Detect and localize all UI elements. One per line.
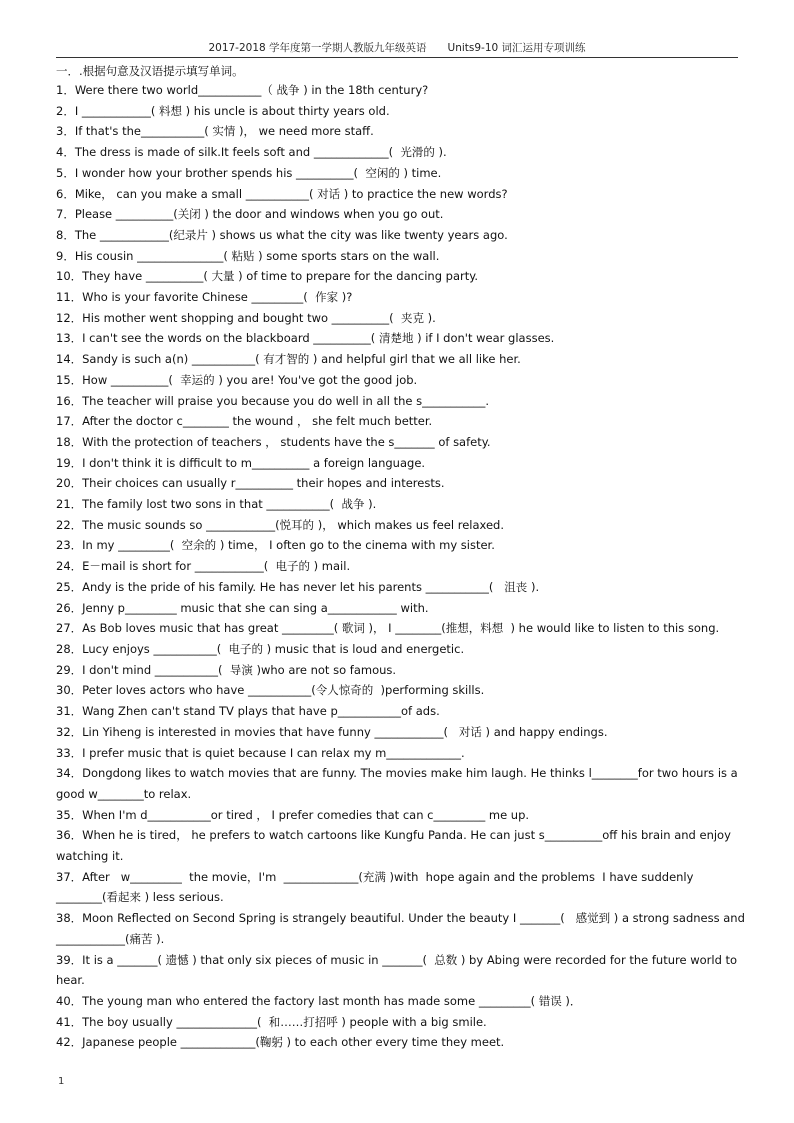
exercise-item: 32．Lin Yiheng is interested in movies that have funny ____________( 对话 ) and happy endings. xyxy=(56,724,608,739)
exercise-item: 25．Andy is the pride of his family. He has never let his parents ___________( 沮丧 ). xyxy=(56,579,540,594)
section-title: 一．.根据句意及汉语提示填写单词。 xyxy=(56,64,244,78)
exercise-item: 28．Lucy enjoys ___________( 电子的 ) music that is loud and energetic. xyxy=(56,641,465,656)
exercise-item: 5．I wonder how your brother spends his __________( 空闲的 ) time. xyxy=(56,165,442,180)
exercise-item: 15．How __________( 幸运的 ) you are! You've got the good job. xyxy=(56,372,418,387)
header-rule xyxy=(56,57,738,58)
page-number: 1 xyxy=(58,1076,65,1087)
exercise-item: 12．His mother went shopping and bought two __________( 夹克 ). xyxy=(56,310,436,325)
exercise-item: 1．Were there two world___________（ 战争 ) in the 18th century? xyxy=(56,83,429,97)
exercise-item: 29．I don't mind ___________( 导演 )who are not so famous. xyxy=(56,662,397,677)
exercise-item: 36．When he is tired， he prefers to watch cartoons like Kungfu Panda. He can just s__________off his brain and enjoy watching it. xyxy=(56,828,735,864)
exercise-item: 35．When I'm d___________or tired ， I prefer comedies that can c_________ me up. xyxy=(56,807,530,822)
exercise-item: 42．Japanese people _____________(鞠躬 ) to each other every time they meet. xyxy=(56,1035,505,1050)
exercise-item: 20．Their choices can usually r__________ their hopes and interests. xyxy=(56,476,445,491)
exercise-item: 16．The teacher will praise you because you do well in all the s___________. xyxy=(56,393,490,408)
exercise-item: 2．I ____________( 料想 ) his uncle is about thirty years old. xyxy=(56,103,390,118)
exercise-list xyxy=(56,80,749,1053)
exercise-item: 21．The family lost two sons in that ___________( 战争 ). xyxy=(56,497,377,512)
exercise-item: 4．The dress is made of silk.It feels soft and _____________( 光滑的 ). xyxy=(56,145,447,160)
exercise-item: 6．Mike， can you make a small ___________( 对话 ) to practice the new words? xyxy=(56,186,508,201)
exercise-item: 3．If that's the___________( 实情 )， we need more staff. xyxy=(56,124,374,139)
exercise-item: 17．After the doctor c________ the wound ， she felt much better. xyxy=(56,414,433,429)
exercise-item: 19．I don't think it is difficult to m__________ a foreign language. xyxy=(56,455,426,470)
exercise-item: 8．The ____________(纪录片 ) shows us what the city was like twenty years ago. xyxy=(56,227,508,242)
exercise-item: 18．With the protection of teachers ， students have the s_______ of safety. xyxy=(56,434,491,449)
exercise-item: 30．Peter loves actors who have ___________(令人惊奇的 )performing skills. xyxy=(56,683,485,698)
exercise-item: 27．As Bob loves music that has great _________( 歌词 )， I ________(推想，料想 ) he would like to listen to this song. xyxy=(56,621,720,636)
exercise-item: 11．Who is your favorite Chinese _________( 作家 )? xyxy=(56,290,353,305)
exercise-item: 14．Sandy is such a(n) ___________( 有才智的 ) and helpful girl that we all like her. xyxy=(56,352,521,367)
exercise-item: 24．E－mail is short for ____________( 电子的 ) mail. xyxy=(56,559,351,574)
exercise-item: 7．Please __________(关闭 ) the door and windows when you go out. xyxy=(56,207,444,222)
exercise-item: 39．It is a _______( 遗憾 ) that only six pieces of music in _______( 总数 ) by Abing were recorded for the future world to hear. xyxy=(56,952,741,988)
exercise-item: 26．Jenny p_________ music that she can sing a____________ with. xyxy=(56,600,429,615)
exercise-item: 31．Wang Zhen can't stand TV plays that have p___________of ads. xyxy=(56,704,440,719)
exercise-item: 23．In my _________( 空余的 ) time， I often go to the cinema with my sister. xyxy=(56,538,495,553)
exercise-item: 40．The young man who entered the factory last month has made some _________( 错误 )． xyxy=(56,993,582,1008)
exercise-item: 13．I can't see the words on the blackboard __________( 清楚地 ) if I don't wear glasses. xyxy=(56,331,555,346)
exercise-item: 38．Moon Reflected on Second Spring is strangely beautiful. Under the beauty I _______( 感觉到 ) a strong sadness and ____________(痛苦 ). xyxy=(56,911,749,946)
exercise-item: 41．The boy usually ______________( 和……打招呼 ) people with a big smile. xyxy=(56,1014,487,1029)
exercise-item: 22．The music sounds so ____________(悦耳的 )， which makes us feel relaxed. xyxy=(56,517,504,532)
exercise-item: 10．They have __________( 大量 ) of time to prepare for the dancing party. xyxy=(56,269,479,284)
exercise-item: 37．After w_________ the movie，I'm _____________(充满 )with hope again and the problems I have suddenly ________(看起来 ) less serious. xyxy=(56,869,698,905)
page-header: 2017-2018 学年度第一学期人教版九年级英语 Units9-10 词汇运用专项训练 xyxy=(208,42,586,54)
exercise-item: 9．His cousin _______________( 粘贴 ) some sports stars on the wall. xyxy=(56,248,440,263)
exercise-item: 34．Dongdong likes to watch movies that are funny. The movies make him laugh. He thinks l________for two hours is a good w________to relax. xyxy=(56,766,742,801)
exercise-item: 33．I prefer music that is quiet because I can relax my m_____________. xyxy=(56,745,465,760)
